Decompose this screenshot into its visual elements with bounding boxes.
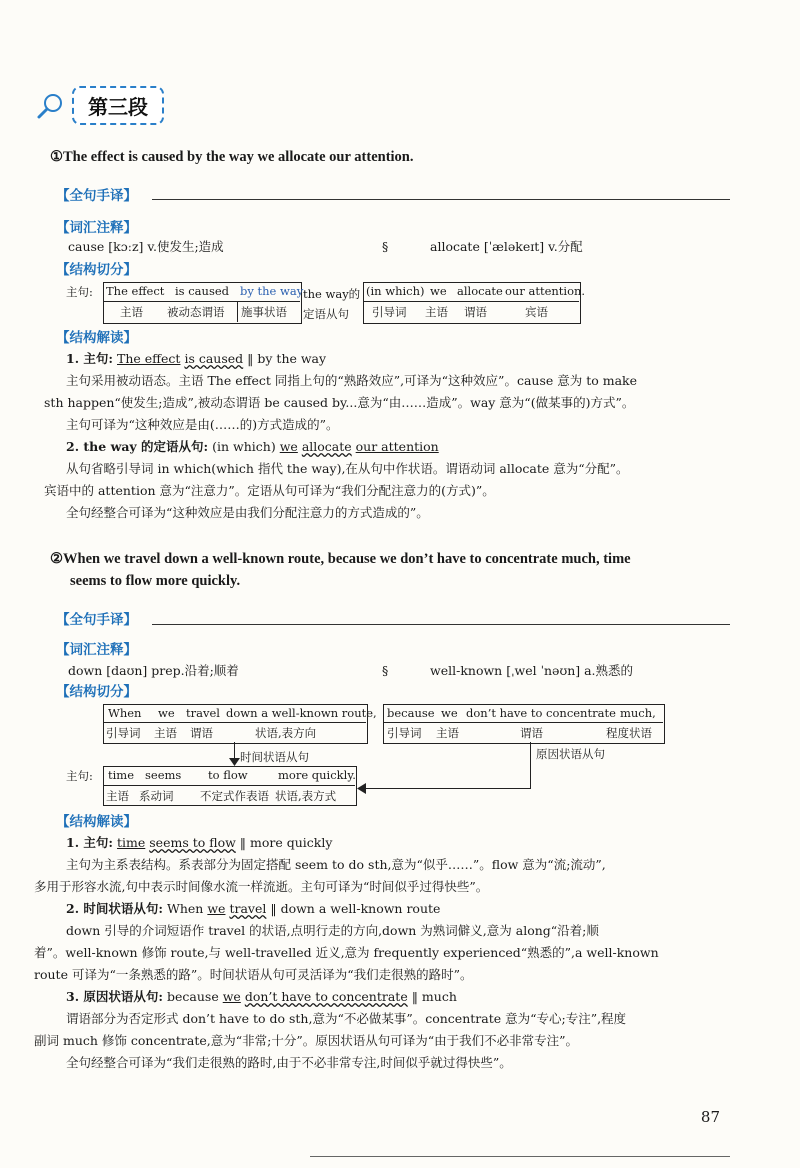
m-role-quickly: 状语,表方式 <box>275 789 337 803</box>
arrow-down-icon <box>229 758 240 766</box>
label-translate-2: 【全句手译】 <box>56 612 137 628</box>
t-role-travel: 谓语 <box>190 726 213 740</box>
label-structure-2: 【结构切分】 <box>56 684 137 700</box>
vocab-well-known: well-known [ˌwel ˈnəʊn] a.熟悉的 <box>430 663 634 678</box>
label-translate-1: 【全句手译】 <box>56 188 137 204</box>
d1-word-we: we <box>430 284 447 298</box>
label-analysis-1: 【结构解读】 <box>56 330 137 346</box>
t-role-when: 引导词 <box>106 726 141 740</box>
s1-a2-l3: 全句经整合可译为“这种效应是由我们分配注意力的方式造成的”。 <box>66 505 429 520</box>
arrow-left-icon <box>357 783 366 794</box>
c-word-we: we <box>441 706 458 720</box>
m-word-time: time <box>108 768 135 782</box>
s1-a1-l2: sth happen“使发生;造成”,被动态谓语 be caused by...意为“由……造成”。way 意为“(做某事的)方式”。 <box>44 395 635 410</box>
c-role-much: 程度状语 <box>606 726 652 740</box>
label-analysis-2: 【结构解读】 <box>56 814 137 830</box>
s2-a3-l2: 副词 much 修饰 concentrate,意为“非常;十分”。原因状语从句可译为“由于我们不必非常专注”。 <box>34 1033 579 1048</box>
d1-role-attention: 宾语 <box>525 305 548 319</box>
vocab-separator: § <box>382 239 389 254</box>
d1-role-subject: 主语 <box>120 305 143 319</box>
s2-a3-l1: 谓语部分为否定形式 don’t have to do sth,意为“不必做某事”。concentrate 意为“专心;专注”,程度 <box>66 1011 627 1026</box>
s1-a2-line: 2. the way 的定语从句: (in which) we allocate our attention <box>66 439 439 454</box>
m-word-quickly: more quickly. <box>278 768 356 782</box>
s2-a2-l2: 着”。well-known 修饰 route,与 well-travelled 近义,意为 frequently experienced“熟悉的”,a well-known <box>34 945 659 960</box>
vocab-cause: cause [kɔːz] v.使发生;造成 <box>68 239 224 254</box>
t-word-route: down a well-known route, <box>226 706 377 720</box>
m-role-flow: 不定式作表语 <box>200 789 269 803</box>
d1-attr-clause-tag: 定语从句 <box>303 307 349 321</box>
t-tag: 时间状语从句 <box>240 750 309 764</box>
sentence-1: ①The effect is caused by the way we allocate our attention. <box>50 149 414 165</box>
t-word-when: When <box>108 706 142 720</box>
d1-role-we: 主语 <box>425 305 448 319</box>
d1-word-relative: (in which) <box>366 284 425 298</box>
m-word-seems: seems <box>145 768 182 782</box>
page-number: 87 <box>700 1108 720 1126</box>
s1-a1-l1: 主句采用被动语态。主语 The effect 同指上句的“熟路效应”,可译为“这种效应”。cause 意为 to make <box>66 373 638 388</box>
t-word-we: we <box>158 706 175 720</box>
d1-word-subject: The effect <box>106 284 165 298</box>
s2-a3-l3: 全句经整合可译为“我们走很熟的路时,由于不必非常专注,时间似乎就过得快些”。 <box>66 1055 512 1070</box>
s2-a2-l1: down 引导的介词短语作 travel 的状语,点明行走的方向,down 为熟词僻义,意为 along“沿着;顺 <box>66 923 599 938</box>
c-word-concentrate: don’t have to concentrate <box>466 706 616 720</box>
d1-the-way: the way的 <box>303 287 361 301</box>
bottom-rule <box>310 1156 730 1157</box>
section-header <box>36 86 164 125</box>
c-role-because: 引导词 <box>387 726 422 740</box>
main-clause-label: 主句: <box>66 285 93 299</box>
s2-a1-line: 1. 主句: time seems to flow ‖ more quickly <box>66 835 333 850</box>
translation-line-2[interactable] <box>152 624 730 625</box>
s2-a1-l2: 多用于形容水流,句中表示时间像水流一样流逝。主句可译为“时间似乎过得快些”。 <box>34 879 489 894</box>
s2-a2-l3: route 可译为“一条熟悉的路”。时间状语从句可灵活译为“我们走很熟的路时”。 <box>34 967 473 982</box>
s1-a2-l1: 从句省略引导词 in which(which 指代 the way),在从句中作状语。谓语动词 allocate 意为“分配”。 <box>66 461 629 476</box>
main-clause-label-2: 主句: <box>66 769 93 783</box>
s1-a2-l2: 宾语中的 attention 意为“注意力”。定语从句可译为“我们分配注意力的(方式)”。 <box>44 483 495 498</box>
d1-word-verb: is caused <box>175 284 230 298</box>
t-role-route: 状语,表方向 <box>255 726 317 740</box>
d1-role-relative: 引导词 <box>372 305 407 319</box>
m-role-time: 主语 <box>106 789 129 803</box>
magnifier-icon <box>36 91 66 121</box>
c-tag: 原因状语从句 <box>536 747 605 761</box>
sentence-2-line-2: seems to flow more quickly. <box>70 573 241 589</box>
c-role-we: 主语 <box>436 726 459 740</box>
vocab-separator-2: § <box>382 663 389 678</box>
d1-role-verb: 被动态谓语 <box>167 305 225 319</box>
t-role-we: 主语 <box>154 726 177 740</box>
d1-word-attention: our attention. <box>505 284 586 298</box>
s2-a2-line: 2. 时间状语从句: When we travel ‖ down a well-known route <box>66 901 441 916</box>
d1-word-agent: by the way <box>240 284 304 298</box>
label-vocab-2: 【词汇注释】 <box>56 642 137 658</box>
c-word-because: because <box>387 706 435 720</box>
s2-a3-line: 3. 原因状语从句: because we don’t have to concentrate ‖ much <box>66 989 457 1004</box>
s1-a1-line: 1. 主句: The effect is caused ‖ by the way <box>66 351 327 366</box>
d1-role-allocate: 谓语 <box>464 305 487 319</box>
c-role-concentrate: 谓语 <box>520 726 543 740</box>
label-vocab-1: 【词汇注释】 <box>56 220 137 236</box>
d1-role-agent: 施事状语 <box>241 305 287 319</box>
c-word-much: much, <box>620 706 656 720</box>
s2-a1-l1: 主句为主系表结构。系表部分为固定搭配 seem to do sth,意为“似乎……”。flow 意为“流;流动”, <box>66 857 606 872</box>
d1-word-allocate: allocate <box>457 284 503 298</box>
m-role-seems: 系动词 <box>139 789 174 803</box>
m-word-flow: to flow <box>208 768 248 782</box>
sentence-2-line-1: ②When we travel down a well-known route, because we don’t have to concentrate much, time <box>50 551 631 567</box>
vocab-allocate: allocate [ˈæləkeɪt] v.分配 <box>430 239 583 254</box>
t-word-travel: travel <box>186 706 220 720</box>
section-title: 第三段 <box>72 86 164 125</box>
translation-line-1[interactable] <box>152 199 730 200</box>
s1-a1-l3: 主句可译为“这种效应是由(……的)方式造成的”。 <box>66 417 339 432</box>
vocab-down: down [daʊn] prep.沿着;顺着 <box>68 663 239 678</box>
label-structure-1: 【结构切分】 <box>56 262 137 278</box>
